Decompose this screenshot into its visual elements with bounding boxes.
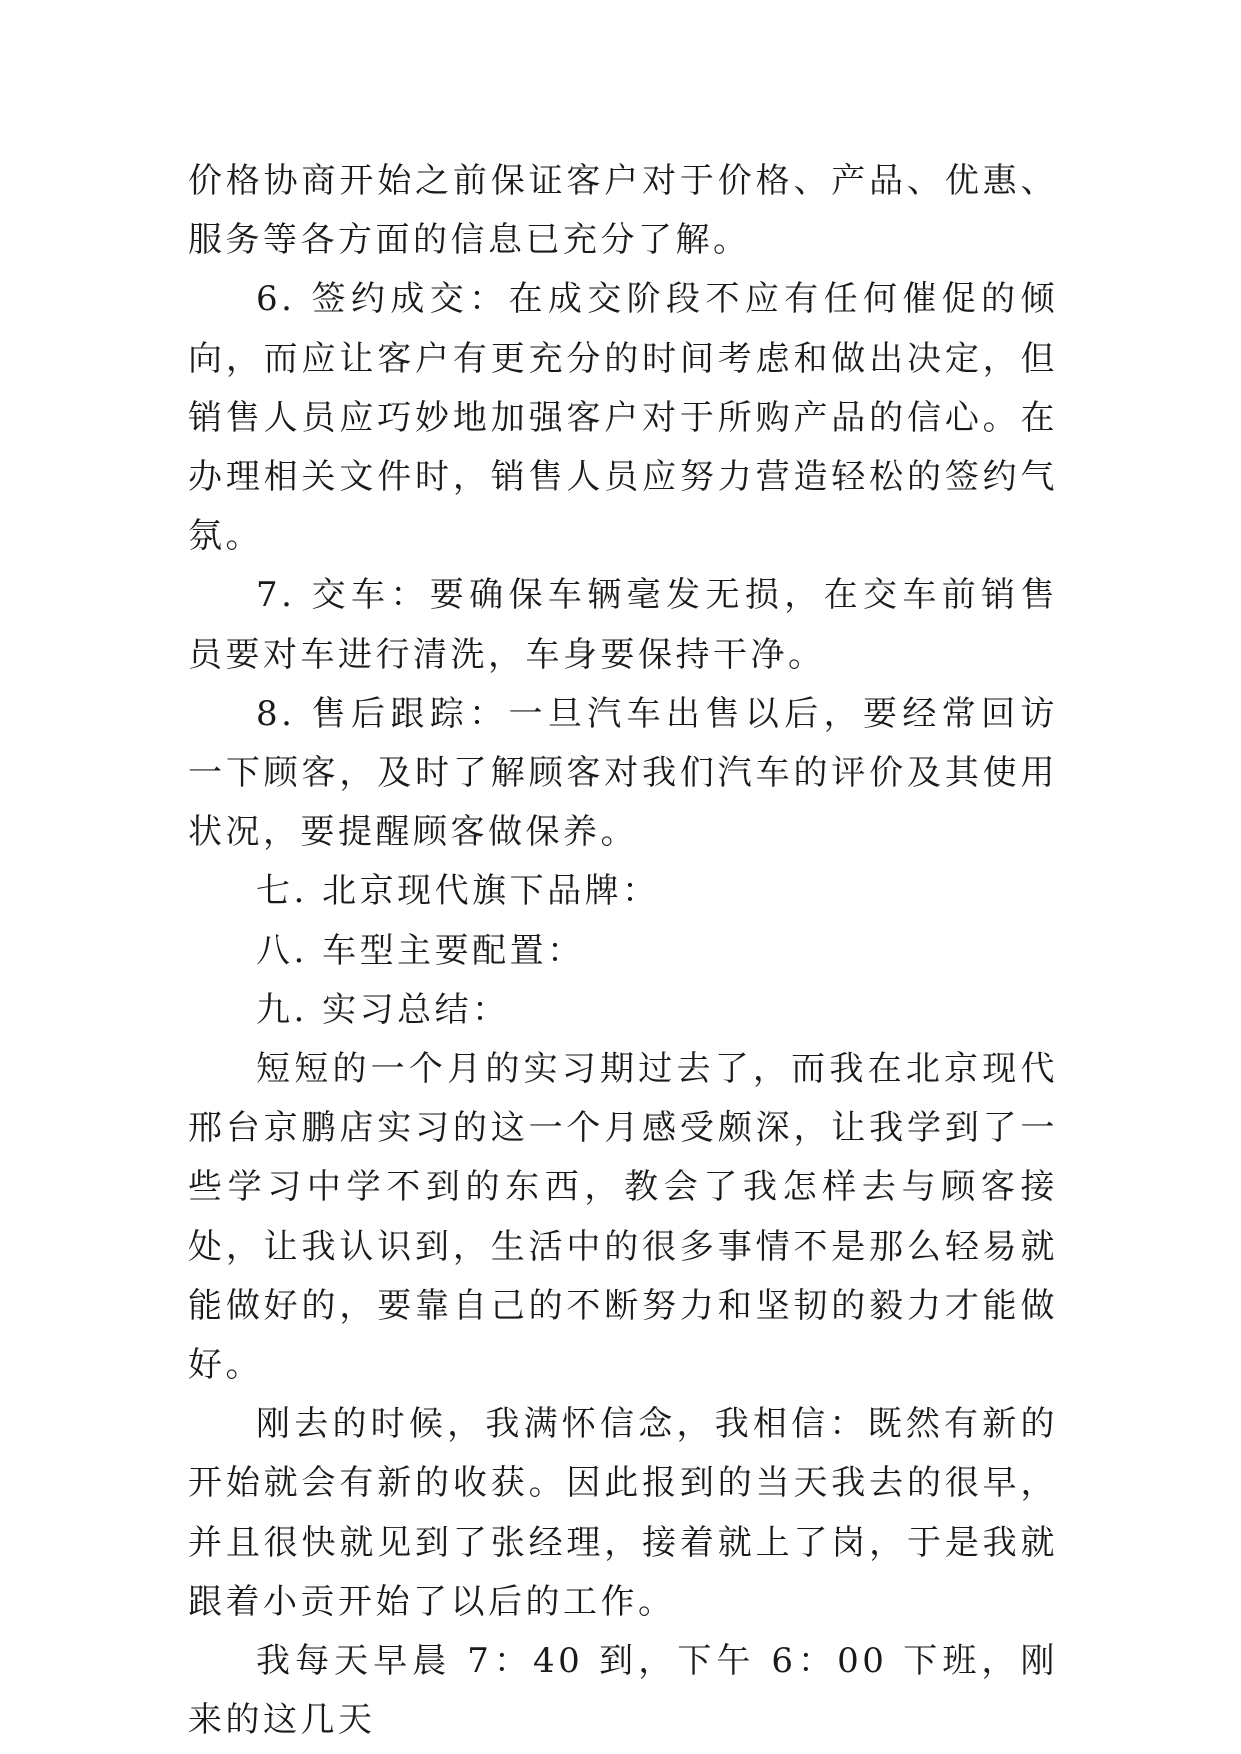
paragraph-price-negotiation: 价格协商开始之前保证客户对于价格、产品、优惠、服务等各方面的信息已充分了解。 — [188, 161, 1058, 261]
heading-configuration: 八. 车型主要配置： — [256, 930, 585, 971]
paragraph-signing: 6. 签约成交：在成交阶段不应有任何催促的倾向，而应让客户有更充分的时间考虑和做出决定，但销售人员应巧妙地加强客户对于所购产品的信心。在办理相关文件时，销售人员应努力营造轻松的签约气氛。 — [188, 279, 1058, 557]
heading-summary: 九. 实习总结： — [256, 989, 510, 1030]
heading-brands: 七. 北京现代旗下品牌： — [256, 871, 660, 912]
document-body — [188, 152, 1058, 1750]
paragraph-first-days: 刚去的时候，我满怀信念，我相信：既然有新的开始就会有新的收获。因此报到的当天我去的很早，并且很快就见到了张经理，接着就上了岗，于是我就跟着小贡开始了以后的工作。 — [188, 1404, 1058, 1622]
paragraph-delivery: 7. 交车：要确保车辆毫发无损，在交车前销售员要对车进行清洗，车身要保持干净。 — [188, 575, 1058, 675]
paragraph-daily-schedule: 我每天早晨 7：40 到，下午 6：00 下班，刚来的这几天 — [188, 1641, 1058, 1741]
paragraph-after-sales: 8. 售后跟踪：一旦汽车出售以后，要经常回访一下顾客，及时了解顾客对我们汽车的评价及其使用状况，要提醒顾客做保养。 — [188, 693, 1058, 853]
paragraph-summary-intro: 短短的一个月的实习期过去了，而我在北京现代邢台京鹏店实习的这一个月感受颇深，让我学到了一些学习中学不到的东西，教会了我怎样去与顾客接处，让我认识到，生活中的很多事情不是那么轻易就能做好的，要靠自己的不断努力和坚韧的毅力才能做好。 — [188, 1049, 1058, 1386]
